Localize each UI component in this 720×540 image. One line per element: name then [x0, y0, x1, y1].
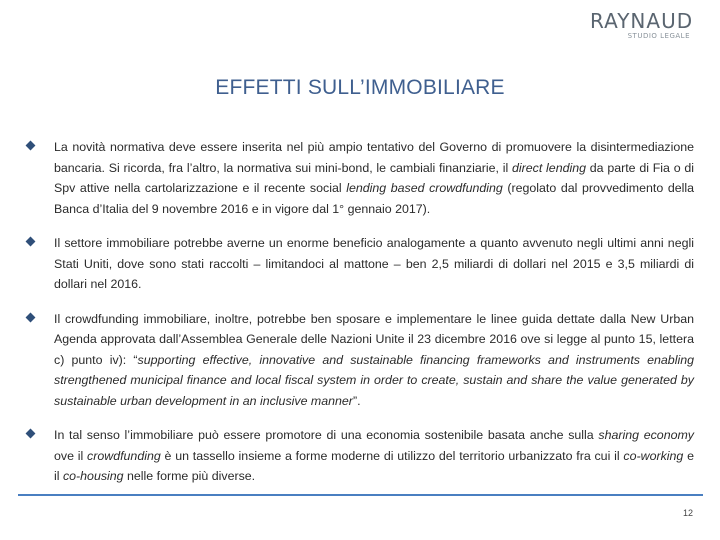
- italic-text-segment: co-working: [623, 448, 684, 463]
- italic-text-segment: co-housing: [62, 469, 124, 483]
- text-segment: ”.: [352, 393, 361, 408]
- bullet-text: [54, 425, 694, 487]
- text-segment: Il crowdfunding immobiliare, inoltre, potrebbe ben sposare e implementare le linee guida dettate dalla New Urban Agenda approvata dall’Assemblea Generale delle Nazioni Unite il 23 dicembre 2016 ove si legge al punto 15, lettera c) punto iv): “: [54, 311, 694, 367]
- text-segment: In tal senso l’immobiliare può essere promotore di una economia sostenibile basata anche sulla: [54, 428, 599, 442]
- text-segment: è un tassello insieme a forme moderne di utilizzo del territorio urbanizzato fra cui il: [160, 448, 624, 463]
- footer-divider: [18, 494, 703, 496]
- text-segment: Il settore immobiliare potrebbe averne un enorme beneficio analogamente a quanto avvenuto negli ultimi anni negli Stati Uniti, dove sono stati raccolti – limitandoci al mattone – ben 2,5 miliardi di dollari nel 2015 e 3,5 miliardi di dollari nel 2016.: [54, 236, 694, 291]
- logo-subtitle: STUDIO LEGALE: [627, 32, 690, 40]
- bullet-item: [26, 309, 694, 412]
- page-number: 12: [682, 508, 693, 518]
- text-segment: (regolato dal provvedimento della Banca d’Italia del 9 novembre 2016 e in vigore dal 1° gennaio 2017).: [54, 181, 694, 216]
- text-segment: e il: [54, 448, 694, 483]
- text-segment: La novità normativa deve essere inserita nel più ampio tentativo del Governo di promuovere la disintermediazione bancaria. Si ricorda, fra l’altro, la normativa sui mini-bond, le cambiali finanziarie, il: [54, 140, 694, 175]
- diamond-bullet-icon: [26, 312, 36, 322]
- bullet-text: [54, 309, 694, 412]
- italic-text-segment: crowdfunding: [87, 448, 161, 463]
- diamond-bullet-icon: [26, 237, 36, 247]
- logo: [590, 9, 694, 41]
- page-title: EFFETTI SULL’IMMOBILIARE: [215, 76, 505, 99]
- logo-name: RAYNAUD: [590, 9, 694, 33]
- text-segment: ove il: [54, 448, 88, 463]
- bullet-item: [26, 425, 694, 487]
- italic-text-segment: lending based crowdfunding: [346, 181, 503, 195]
- italic-text-segment: sharing economy: [598, 428, 694, 442]
- bullet-text: [54, 233, 694, 295]
- italic-text-segment: supporting effective, innovative and sustainable financing frameworks and instruments enabling strengthened municipal finance and local fiscal system in order to create, sustain and share the value generated by sustainable urban development in an inclusive manner: [54, 352, 694, 408]
- diamond-bullet-icon: [26, 429, 36, 439]
- bullet-item: [26, 137, 694, 219]
- italic-text-segment: direct lending: [511, 160, 587, 175]
- text-segment: nelle forme più diverse.: [123, 469, 256, 483]
- text-segment: da parte di Fia o di Spv attive nella cartolarizzazione e il recente social: [54, 160, 695, 195]
- diamond-bullet-icon: [26, 141, 36, 151]
- bullet-text: [54, 137, 694, 219]
- bullet-item: [26, 233, 694, 295]
- bullet-list: [26, 137, 694, 501]
